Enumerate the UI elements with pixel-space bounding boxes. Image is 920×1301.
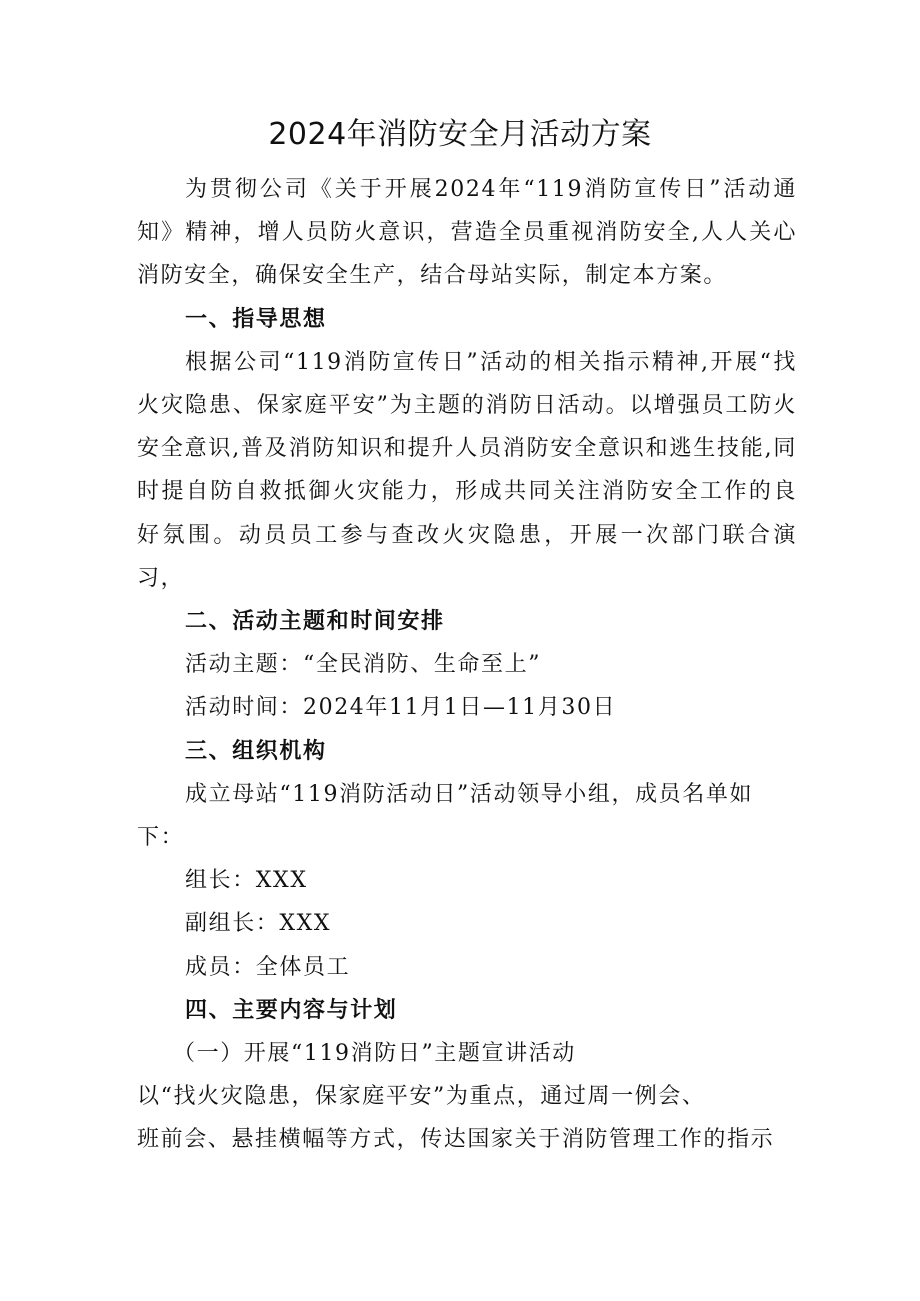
deputy-group-leader: 副组长：XXX <box>185 911 332 937</box>
section-heading-organization: 三、组织机构 <box>185 738 327 764</box>
group-leader: 组长：XXX <box>185 868 308 894</box>
publicity-text-line1: 以“找火灾隐患，保家庭平安”为重点，通过周一例会、 <box>137 1084 706 1110</box>
section-heading-main-content: 四、主要内容与计划 <box>185 997 398 1023</box>
group-members: 成员：全体员工 <box>185 954 351 980</box>
guiding-ideology-paragraph: 根据公司“119消防宣传日”活动的相关指示精神,开展“找火灾隐患、保家庭平安”为主题的消防日活动。以增强员工防火安全意识,普及消防知识和提升人员消防安全意识和逃生技能,同时提自防自救抵御火灾能力，形成共同关注消防安全工作的良好氛围。动员员工参与查改火灾隐患，开展一次部门联合演习， <box>137 349 797 591</box>
intro-paragraph: 为贯彻公司《关于开展2024年“119消防宣传日”活动通知》精神，增人员防火意识，营造全员重视消防安全,人人关心消防安全，确保安全生产，结合母站实际，制定本方案。 <box>137 177 797 289</box>
document-body <box>137 168 797 1162</box>
section-heading-theme-schedule: 二、活动主题和时间安排 <box>185 609 445 635</box>
organization-paragraph-line2: 下： <box>137 825 185 851</box>
subsection-heading-publicity: （一）开展“119消防日”主题宣讲活动 <box>173 1041 576 1067</box>
document-title: 2024年消防安全月活动方案 <box>268 117 652 152</box>
section-heading-guiding-ideology: 一、指导思想 <box>185 306 327 332</box>
activity-time: 活动时间：2024年11月1日—11月30日 <box>185 695 617 721</box>
publicity-text-line2: 班前会、悬挂横幅等方式，传达国家关于消防管理工作的指示 <box>137 1127 775 1153</box>
activity-theme: 活动主题：“全民消防、生命至上” <box>185 652 542 678</box>
organization-paragraph-line1: 成立母站“119消防活动日”活动领导小组，成员名单如 <box>185 781 754 807</box>
